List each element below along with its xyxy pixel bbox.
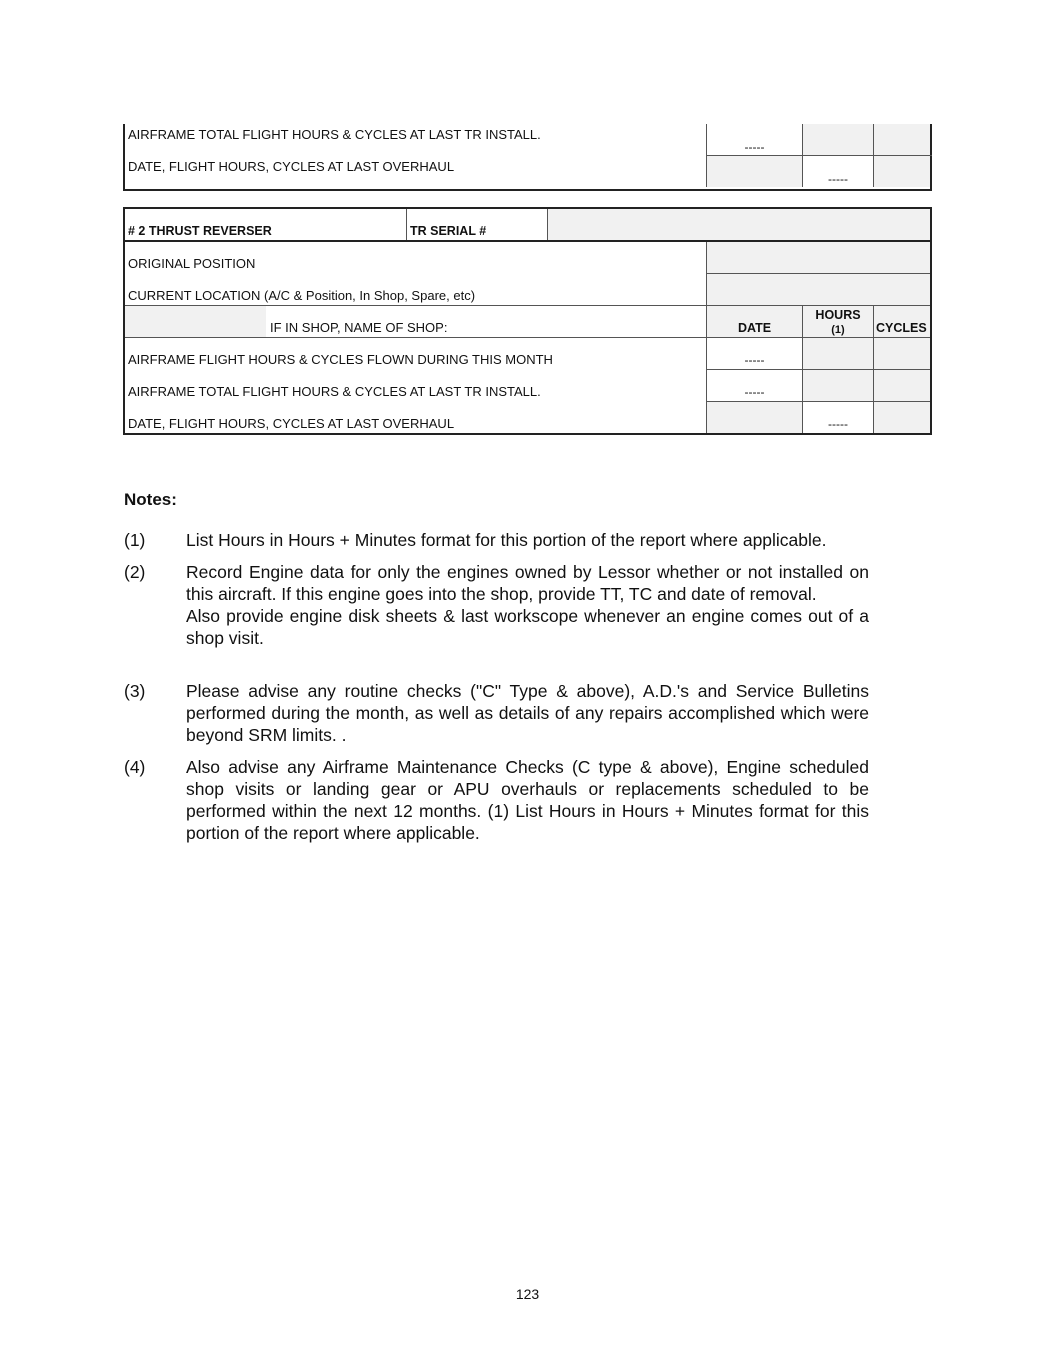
tr1-continuation-table [123,124,932,191]
t2-r3-cycles-cell[interactable] [874,402,930,433]
t1-r1-hours-cell[interactable] [803,124,873,155]
note-3-text: Please advise any routine checks ("C" Type & above), A.D.'s and Service Bulletins performed during the month, as well as details of any repairs accomplished which were beyond SRM limits. . [186,681,869,745]
t1-r1-cycles-cell[interactable] [874,124,930,155]
t2-r2-cycles-cell[interactable] [874,370,930,401]
current-location-value-cell[interactable] [707,274,930,305]
note-1-text: List Hours in Hours + Minutes format for this portion of the report where applicable. [186,530,827,550]
page-number: 123 [515,1286,540,1302]
original-position-value-cell[interactable] [707,242,930,273]
note-3-number: (3) [124,681,146,701]
thrust-reverser-title: # 2 THRUST REVERSER [128,224,272,238]
notes-title: Notes: [124,490,177,509]
date-header-text: DATE [737,321,772,335]
shop-name-label: IF IN SHOP, NAME OF SHOP: [270,320,448,335]
t1-r1-label: AIRFRAME TOTAL FLIGHT HOURS & CYCLES AT LAST TR INSTALL. [128,127,541,142]
t1-r2-cycles-cell[interactable] [874,156,930,187]
t2-r3-date-cell[interactable] [707,402,802,433]
cycles-header-text: CYCLES [876,321,927,335]
note-2 [124,561,869,649]
t2-r3-label: DATE, FLIGHT HOURS, CYCLES AT LAST OVERHAUL [128,416,455,431]
t2-r1-label: AIRFRAME FLIGHT HOURS & CYCLES FLOWN DURING THIS MONTH [128,352,553,367]
note-3 [124,680,869,746]
tr-serial-value-cell[interactable] [548,209,930,240]
t1-r2-date-cell[interactable] [707,156,802,187]
note-4-text: Also advise any Airframe Maintenance Checks (C type & above), Engine scheduled shop visits or landing gear or APU overhauls or replacements scheduled to be performed within the next 12 months. (1) List Hours in Hours + Minutes format for this portion of the report where applicable. [186,757,869,843]
t2-r1-date: ----- [744,353,765,367]
t2-r2-hours-cell[interactable] [803,370,873,401]
shop-name-input-cell[interactable] [125,306,266,337]
note-2-text: Record Engine data for only the engines owned by Lessor whether or not installed on this aircraft. If this engine goes into the shop, provide TT, TC and date of removal. [186,562,869,604]
t1-r2-label: DATE, FLIGHT HOURS, CYCLES AT LAST OVERHAUL [128,159,455,174]
t2-r1-cycles-cell[interactable] [874,338,930,369]
thrust-reverser-2-table [123,207,932,435]
t1-r2-hours: ----- [828,172,848,186]
t1-r1-date: ----- [744,140,765,154]
t2-r1-hours-cell[interactable] [803,338,873,369]
hours-header-note: (1) [831,324,845,336]
note-4 [124,756,869,844]
note-1 [124,529,869,551]
t2-r2-date: ----- [744,385,765,399]
note-2-number: (2) [124,562,146,582]
tr-serial-label: TR SERIAL # [410,224,487,238]
current-location-label: CURRENT LOCATION (A/C & Position, In Shop, Spare, etc) [128,288,476,303]
t2-r3-hours: ----- [828,417,848,431]
original-position-label: ORIGINAL POSITION [128,256,256,271]
t2-r2-label: AIRFRAME TOTAL FLIGHT HOURS & CYCLES AT LAST TR INSTALL. [128,384,541,399]
hours-header-text: HOURS [815,308,861,322]
note-4-number: (4) [124,757,146,777]
note-1-number: (1) [124,530,146,550]
note-2-text-continued: Also provide engine disk sheets & last workscope whenever an engine comes out of a shop visit. [186,606,869,648]
